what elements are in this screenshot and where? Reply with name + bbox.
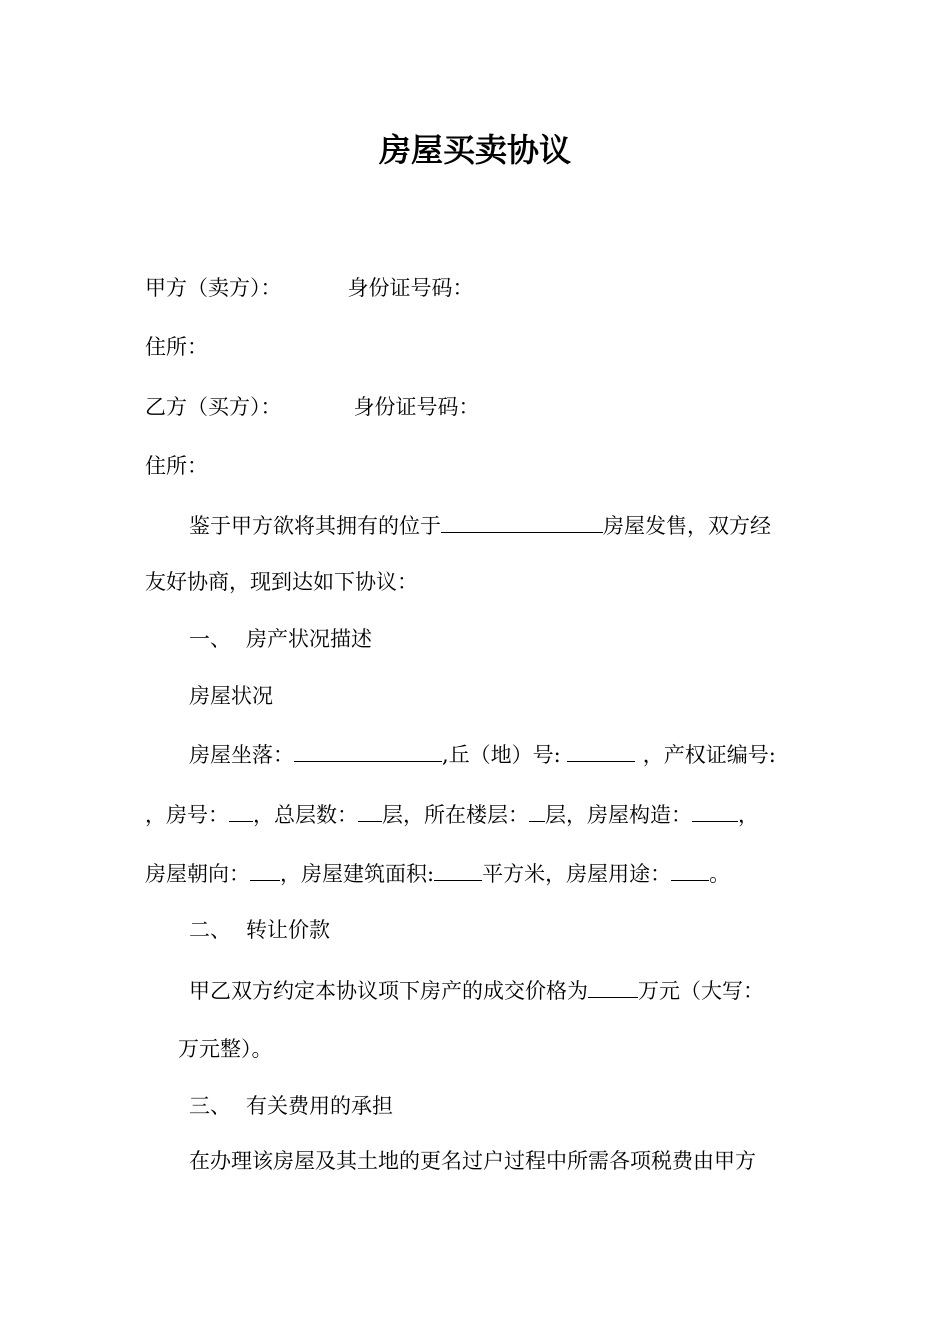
section-1-heading [189, 624, 372, 654]
section-2-heading [189, 915, 330, 945]
section-2-number: 二、 [189, 918, 231, 942]
party-a-id-label: 身份证号码： [347, 276, 474, 300]
preamble-text-2: 房屋发售，双方经 [603, 514, 771, 538]
line-end-period: 。 [709, 862, 731, 886]
party-b-address-label: 住所： [145, 454, 208, 478]
property-details-line [145, 797, 759, 827]
fees-line-1: 在办理该房屋及其土地的更名过户过程中所需各项税费由甲方 [189, 1149, 756, 1173]
section-1-number: 一、 [189, 627, 231, 651]
preamble-line-2: 友好协商，现到达如下协议： [145, 570, 418, 594]
document-title: 房屋买卖协议 [378, 131, 571, 169]
total-floors-blank [358, 797, 382, 822]
line-end-comma: ， [738, 803, 759, 827]
location-label: 房屋坐落： [189, 743, 294, 767]
property-orientation-line [145, 856, 730, 886]
floor-unit-2: 层 [545, 803, 566, 827]
structure-blank [692, 797, 738, 822]
party-b-id-label: 身份证号码： [353, 395, 480, 419]
floor-unit-1: 层 [382, 803, 403, 827]
structure-label: ，房屋构造： [566, 803, 692, 827]
area-label: ，房屋建筑面积: [280, 862, 435, 886]
price-line-2: 万元整）。 [178, 1037, 273, 1061]
price-line-1 [189, 973, 764, 1003]
certificate-label: ，产权证编号: [642, 743, 776, 767]
preamble-text-1: 鉴于甲方欲将其拥有的位于 [189, 514, 441, 538]
plot-blank [567, 737, 635, 762]
location-blank [294, 737, 442, 762]
usage-blank [671, 856, 709, 881]
orientation-label: 房屋朝向： [145, 862, 250, 886]
plot-label: ,丘（地）号: [442, 743, 561, 767]
price-text-2: 万元（大写： [638, 979, 764, 1003]
section-1-title: 房产状况描述 [246, 627, 372, 651]
room-blank [229, 797, 253, 822]
party-b-label: 乙方（买方）： [145, 395, 282, 419]
section-3-title: 有关费用的承担 [246, 1094, 393, 1118]
floor-blank [529, 797, 545, 822]
property-location-blank [441, 508, 603, 533]
price-blank [588, 973, 638, 998]
price-text-1: 甲乙双方约定本协议项下房产的成交价格为 [189, 979, 588, 1003]
area-blank [434, 856, 482, 881]
party-a-address-label: 住所： [145, 335, 208, 359]
party-a-line [145, 273, 474, 303]
property-location-line [189, 737, 776, 767]
section-3-number: 三、 [189, 1094, 231, 1118]
section-2-title: 转让价款 [246, 918, 330, 942]
party-a-label: 甲方（卖方）： [145, 276, 282, 300]
section-3-heading [189, 1091, 393, 1121]
party-b-line [145, 392, 480, 422]
floor-label: ，所在楼层： [403, 803, 529, 827]
total-floors-label: ，总层数： [253, 803, 358, 827]
preamble-line-1 [189, 508, 771, 538]
orientation-blank [250, 856, 280, 881]
section-1-subheading: 房屋状况 [189, 684, 273, 708]
room-label: ，房号： [145, 803, 229, 827]
area-unit-usage-label: 平方米，房屋用途： [482, 862, 672, 886]
